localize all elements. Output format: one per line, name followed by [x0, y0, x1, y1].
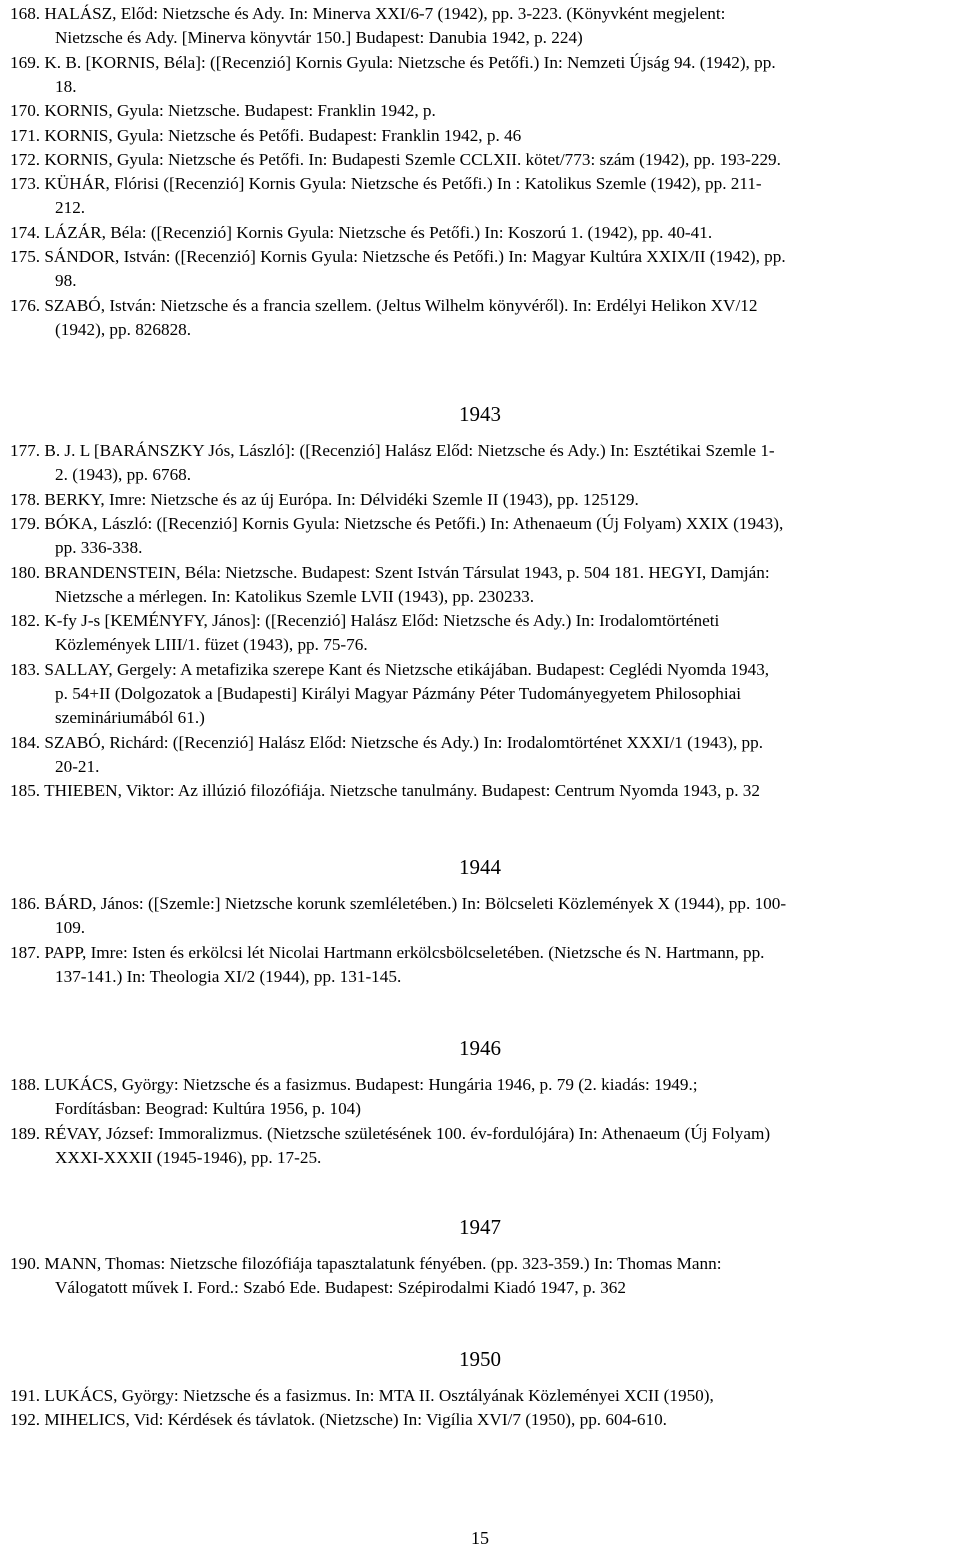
entry-line: 188. LUKÁCS, György: Nietzsche és a fasizmus. Budapest: Hungária 1946, p. 79 (2. kiadás: 1949.;: [10, 1075, 698, 1094]
year-heading: 1947: [459, 1215, 501, 1239]
entry-line: 192. MIHELICS, Vid: Kérdések és távlatok. (Nietzsche) In: Vigília XVI/7 (1950), pp. 604-610.: [10, 1410, 667, 1430]
year-heading: 1944: [459, 855, 501, 879]
year-heading: 1950: [459, 1347, 501, 1371]
entry-continuation-line: XXXI-XXXII (1945-1946), pp. 17-25.: [55, 1147, 322, 1167]
entry-line: 183. SALLAY, Gergely: A metafizika szerepe Kant és Nietzsche etikájában. Budapest: Ceglédi Nyomda 1943,: [10, 659, 770, 679]
entry-line: 182. K-fy J-s [KEMÉNYFY, János]: ([Recenzió] Halász Előd: Nietzsche és Ady.) In: Irodalomtörténeti: [10, 611, 720, 631]
entry-line: 170. KORNIS, Gyula: Nietzsche. Budapest: Franklin 1942, p.: [10, 101, 436, 121]
entry-line: 173. KÜHÁR, Flórisi ([Recenzió] Kornis Gyula: Nietzsche és Petőfi.) In : Katolikus Szemle (1942), pp. 211-: [10, 174, 762, 194]
entry-line: 190. MANN, Thomas: Nietzsche filozófiája tapasztalatunk fényében. (pp. 323-359.) In: Thomas Mann:: [10, 1254, 722, 1273]
entry-line: 184. SZABÓ, Richárd: ([Recenzió] Halász Előd: Nietzsche és Ady.) In: Irodalomtörténet XXXI/1 (1943), pp.: [10, 732, 764, 752]
entry-continuation-line: Nietzsche és Ady. [Minerva könyvtár 150.] Budapest: Danubia 1942, p. 224): [55, 28, 583, 48]
entry-line: 187. PAPP, Imre: Isten és erkölcsi lét Nicolai Hartmann erkölcsbölcseletében. (Nietzsche és N. Hartmann, pp.: [10, 942, 765, 962]
entry-line: 174. LÁZÁR, Béla: ([Recenzió] Kornis Gyula: Nietzsche és Petőfi.) In: Koszorú 1. (1942), pp. 40-41.: [10, 222, 713, 242]
entry-line: 189. RÉVAY, József: Immoralizmus. (Nietzsche születésének 100. év-fordulójára) In: Athenaeum (Új Folyam): [10, 1123, 771, 1143]
entry-line: 191. LUKÁCS, György: Nietzsche és a fasizmus. In: MTA II. Osztályának Közleményei XCII (1950),: [10, 1386, 714, 1405]
entry-line: 169. K. B. [KORNIS, Béla]: ([Recenzió] Kornis Gyula: Nietzsche és Petőfi.) In: Nemzeti Újság 94. (1942), pp.: [10, 52, 776, 72]
entry-line: 168. HALÁSZ, Előd: Nietzsche és Ady. In: Minerva XXI/6-7 (1942), pp. 3-223. (Könyvként megjelent:: [10, 4, 726, 23]
entry-continuation-line: 2. (1943), pp. 6768.: [55, 465, 192, 485]
entry-continuation-line: szemináriumából 61.): [55, 708, 205, 728]
entry-continuation-line: pp. 336-338.: [55, 538, 143, 558]
entry-continuation-line: 98.: [55, 271, 77, 291]
entry-line: 177. B. J. L [BARÁNSZKY Jós, László]: ([Recenzió] Halász Előd: Nietzsche és Ady.) In: Esztétikai Szemle 1-: [10, 441, 775, 460]
entry-line: 185. THIEBEN, Viktor: Az illúzió filozófiája. Nietzsche tanulmány. Budapest: Centrum Nyomda 1943, p. 32: [10, 781, 760, 801]
entry-continuation-line: 18.: [55, 76, 77, 96]
entry-line: 172. KORNIS, Gyula: Nietzsche és Petőfi. In: Budapesti Szemle CCLXII. kötet/773: szám (1942), pp. 193-229.: [10, 149, 781, 169]
page-number: 15: [471, 1528, 489, 1548]
entry-continuation-line: (1942), pp. 826828.: [55, 319, 192, 339]
entry-continuation-line: 109.: [55, 918, 86, 938]
entry-line: 186. BÁRD, János: ([Szemle:] Nietzsche korunk szemléletében.) In: Bölcseleti Közlemények X (1944), pp. 100-: [10, 894, 787, 913]
entry-line: 180. BRANDENSTEIN, Béla: Nietzsche. Budapest: Szent István Társulat 1943, p. 504 181. HEGYI, Damján:: [10, 562, 770, 582]
entry-line: 176. SZABÓ, István: Nietzsche és a francia szellem. (Jeltus Wilhelm könyvéről). In: Erdélyi Helikon XV/12: [10, 295, 758, 315]
entry-continuation-line: Válogatott művek I. Ford.: Szabó Ede. Budapest: Szépirodalmi Kiadó 1947, p. 362: [55, 1278, 626, 1298]
entry-line: 175. SÁNDOR, István: ([Recenzió] Kornis Gyula: Nietzsche és Petőfi.) In: Magyar Kultúra XXIX/II (1942), pp.: [10, 247, 786, 266]
entry-line: 171. KORNIS, Gyula: Nietzsche és Petőfi. Budapest: Franklin 1942, p. 46: [10, 125, 522, 145]
entry-continuation-line: Közlemények LIII/1. füzet (1943), pp. 75-76.: [55, 635, 368, 655]
entry-continuation-line: Fordításban: Beograd: Kultúra 1956, p. 104): [55, 1099, 361, 1119]
year-heading: 1943: [459, 402, 501, 426]
entry-continuation-line: Nietzsche a mérlegen. In: Katolikus Szemle LVII (1943), pp. 230233.: [55, 586, 535, 606]
year-heading: 1946: [459, 1036, 501, 1060]
entry-line: 178. BERKY, Imre: Nietzsche és az új Európa. In: Délvidéki Szemle II (1943), pp. 125129.: [10, 489, 639, 509]
entry-line: 179. BÓKA, László: ([Recenzió] Kornis Gyula: Nietzsche és Petőfi.) In: Athenaeum (Új Folyam) XXIX (1943),: [10, 513, 784, 533]
entry-continuation-line: p. 54+II (Dolgozatok a [Budapesti] Királyi Magyar Pázmány Péter Tudományegyetem Philosophiai: [55, 684, 742, 703]
entry-continuation-line: 212.: [55, 198, 86, 218]
entry-continuation-line: 20-21.: [55, 756, 100, 776]
entry-continuation-line: 137-141.) In: Theologia XI/2 (1944), pp. 131-145.: [55, 966, 402, 986]
